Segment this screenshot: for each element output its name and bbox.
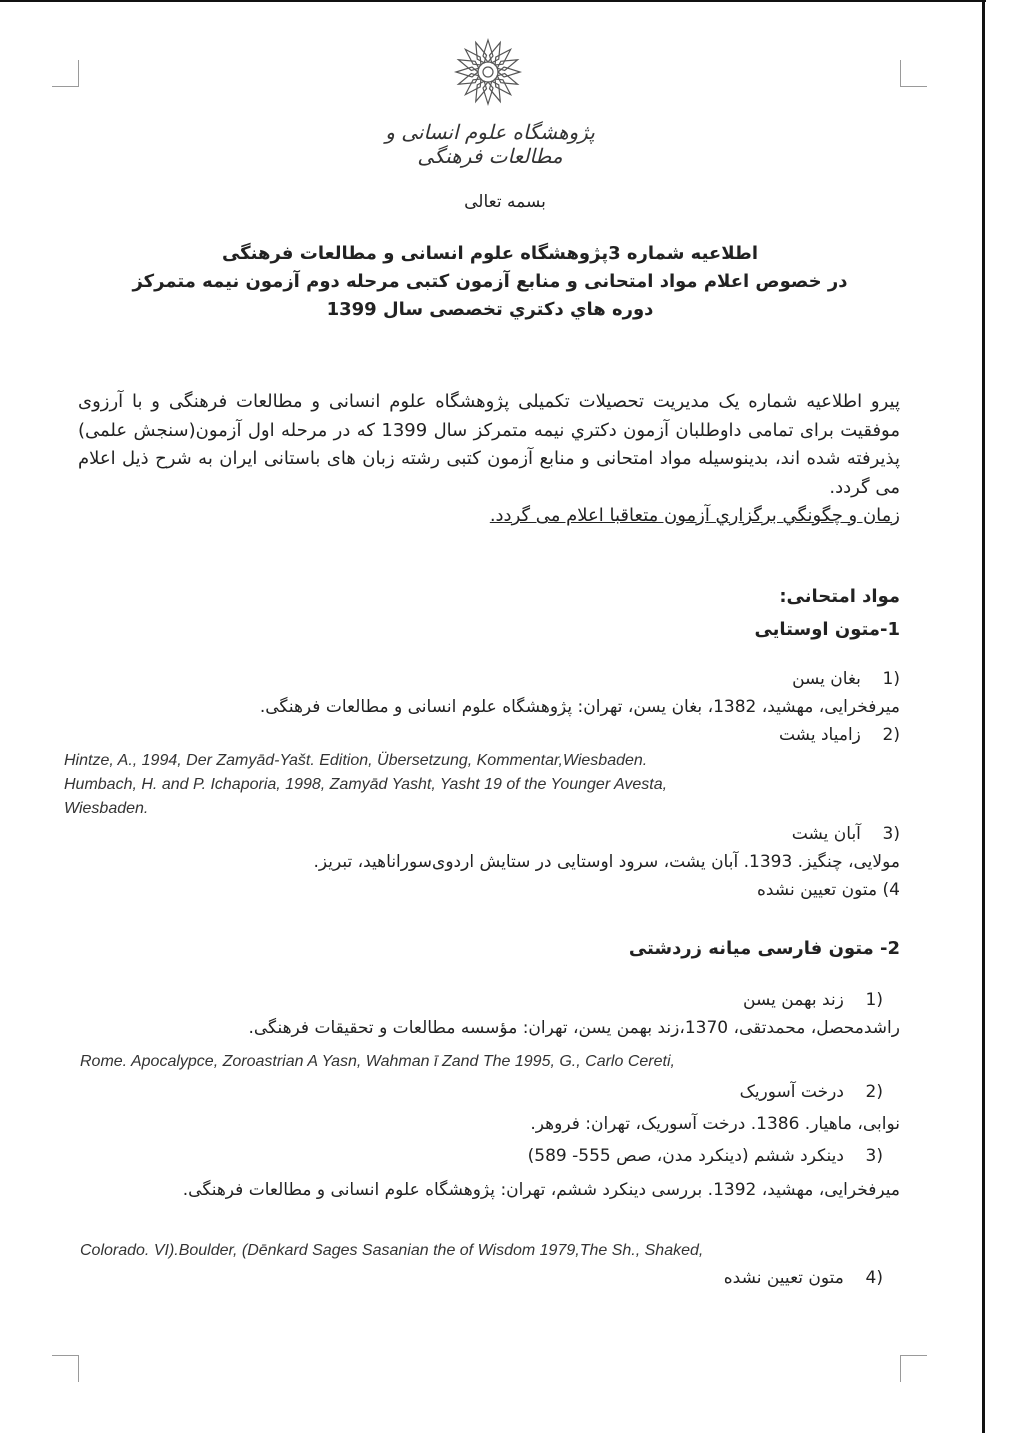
s2-item3-reference-en: Colorado. VI).Boulder, (Dēnkard Sages Sasanian the of Wisdom 1979,The Sh., Shaked, [80,1242,704,1259]
intro-paragraph [78,388,900,531]
intro-text: پیرو اطلاعیه شماره یک مدیریت تحصیلات تکمیلی پژوهشگاه علوم انسانی و مطالعات فرهنگی و با آرزوی موفقیت برای تمامی داوطلبان آزمون دكتري نیمه متمرکز سال 1399 که در مرحله اول آزمون(سنجش علمی) پذیرفته شده اند، بدینوسیله مواد امتحانی و منابع آزمون کتبی رشته زبان های باستانی ایران به شرح ذیل اعلام می گردد. [78,391,900,498]
basmala: بسمه تعالی [464,192,546,212]
s1-item3-number: (3 [882,824,900,844]
section2-heading: 2- متون فارسی میانه زردشتی [628,938,900,959]
s1-item1-title: بغان یسن [792,669,861,689]
s2-item4-number: (4 [865,1268,883,1288]
s2-item3-number: (3 [865,1146,883,1166]
s2-item1-reference: راشدمحصل، محمدتقی، 1370،زند بهمن یسن، تهران: مؤسسه مطالعات و تحقیقات فرهنگی. [248,1018,900,1038]
s1-item3 [792,824,900,844]
s1-item2-reference-3: Wiesbaden. [64,800,149,817]
s1-item3-title: آبان یشت [791,824,861,844]
institution-name-calligraphy: پژوهشگاه علوم انسانی و مطالعات فرهنگی [385,120,595,168]
page-border-top [0,0,986,2]
s2-item3 [528,1146,883,1166]
s2-item1-title: زند بهمن یسن [743,990,844,1010]
announcement-title-line1: اطلاعیه شماره 3پژوهشگاه علوم انسانی و مطالعات فرهنگی [221,243,759,264]
s1-item2-reference-1: Hintze, A., 1994, Der Zamyād-Yašt. Edition, Übersetzung, Kommentar,Wiesbaden. [64,752,648,769]
crop-mark-bottom-right [900,1355,927,1382]
s2-item3-title: دینکرد ششم (دینکرد مدن، صص 555- 589) [527,1146,844,1166]
s2-item1-number: (1 [865,990,883,1010]
s2-item2-reference: نوابی، ماهیار. 1386. درخت آسوریک، تهران: فروهر. [530,1114,900,1134]
announcement-title-line2: در خصوص اعلام مواد امتحانی و منابع آزمون کتبی مرحله دوم آزمون نیمه متمرکز [132,271,848,292]
s1-item2-number: (2 [882,725,900,745]
crop-mark-bottom-left [52,1355,79,1382]
s1-item1-reference: میرفخرایی، مهشید، 1382، بغان یسن، تهران: پژوهشگاه علوم انسانی و مطالعات فرهنگی. [259,697,900,717]
s2-item2-title: درخت آسوریک [739,1082,844,1102]
s2-item4 [724,1268,883,1288]
s2-item4-title: متون تعیین نشده [723,1268,844,1288]
s1-item1 [792,669,900,689]
institute-logo-icon [452,36,524,108]
s2-item1 [743,990,883,1010]
s1-item4: 4) متون تعیین نشده [756,880,900,900]
intro-underlined-note: زمان و چگونگي برگزاري آزمون متعاقبا اعلام می گردد. [489,505,900,526]
s1-item3-reference: مولایی، چنگیز. 1393. آبان یشت، سرود اوستایی در ستایش اردوی‌سوراناهید، تبریز. [313,852,900,872]
s1-item2-reference-2: Humbach, H. and P. Ichaporia, 1998, Zamyād Yasht, Yasht 19 of the Younger Avesta, [64,776,668,793]
announcement-title-line3: دوره هاي دكتري تخصصی سال 1399 [326,299,654,320]
s2-item2-number: (2 [865,1082,883,1102]
s2-item1-reference-en: Rome. Apocalypce, Zoroastrian A Yasn, Wahman ī Zand The 1995, G., Carlo Cereti, [80,1053,675,1070]
s1-item1-number: (1 [882,669,900,689]
crop-mark-top-right [900,60,927,87]
section1-heading: 1-متون اوستایی [754,619,900,640]
s1-item2 [779,725,900,745]
s2-item3-reference: میرفخرایی، مهشید، 1392. بررسی دینکرد ششم، تهران: پژوهشگاه علوم انسانی و مطالعات فرهنگی. [182,1180,900,1200]
page-border-right [982,0,985,1433]
exam-subjects-heading: مواد امتحانی: [779,586,900,607]
s1-item2-title: زامیاد یشت [778,725,861,745]
crop-mark-top-left [52,60,79,87]
s2-item2 [740,1082,883,1102]
